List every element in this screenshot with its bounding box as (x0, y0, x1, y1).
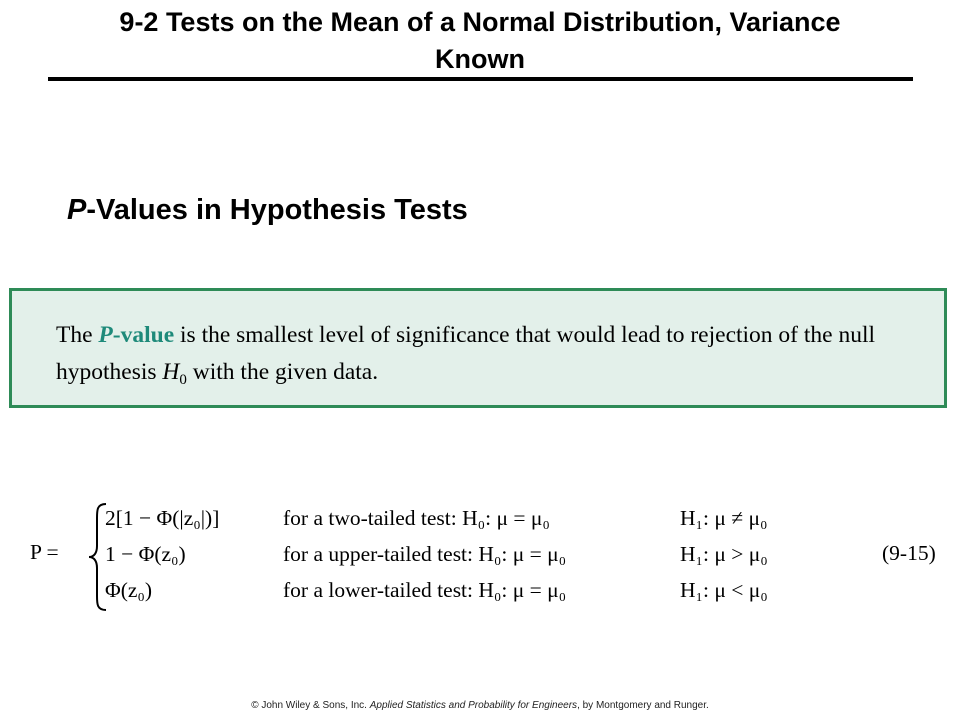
slide-title-line2: Known (435, 44, 525, 74)
formula-alternative: H₁: μ > μ₀ (680, 542, 768, 566)
formula-alternative: H₁: μ ≠ μ₀ (680, 506, 768, 530)
slide-title (60, 4, 900, 78)
definition-term-rest: -value (112, 322, 175, 348)
formula-test: for a two-tailed test: H₀: μ = μ₀ (283, 506, 550, 530)
formula-test: for a lower-tailed test: H₀: μ = μ₀ (283, 578, 567, 602)
definition-part1: The (56, 322, 99, 348)
section-heading (67, 194, 468, 227)
formula-test: for a upper-tailed test: H₀: μ = μ₀ (283, 542, 567, 566)
definition-part2: is the smallest level of significance that would lead to rejection of the null hypothesis (56, 322, 876, 385)
definition-term-italic: P (98, 322, 113, 348)
formula-value: 2[1 − Φ(|z₀|)] (105, 506, 220, 530)
formula-row-lower-tailed (0, 578, 960, 608)
equation-number: (9-15) (882, 541, 936, 565)
formula-value: Φ(z₀) (105, 578, 153, 602)
section-heading-italic: P (67, 194, 87, 226)
footer-suffix: , by Montgomery and Runger. (577, 700, 709, 711)
definition-box (9, 288, 947, 408)
definition-h-sub: 0 (179, 372, 187, 388)
footer-book-title: Applied Statistics and Probability for Engineers (369, 700, 578, 711)
definition-h: H (162, 359, 180, 385)
copyright-footer (0, 700, 960, 711)
formula-row-upper-tailed (0, 542, 960, 572)
formula-lhs: P = (30, 540, 59, 564)
definition-part3: with the given data. (186, 359, 379, 385)
section-heading-text: -Values in Hypothesis Tests (86, 194, 468, 226)
formula-row-two-tailed (0, 506, 960, 536)
definition-text (56, 317, 936, 399)
p-value-formula (0, 500, 960, 615)
footer-prefix: © John Wiley & Sons, Inc. (251, 700, 370, 711)
title-underline (48, 77, 913, 81)
formula-value: 1 − Φ(z₀) (105, 542, 186, 566)
formula-alternative: H₁: μ < μ₀ (680, 578, 768, 602)
slide-title-line1: 9-2 Tests on the Mean of a Normal Distribution, Variance (119, 7, 841, 37)
